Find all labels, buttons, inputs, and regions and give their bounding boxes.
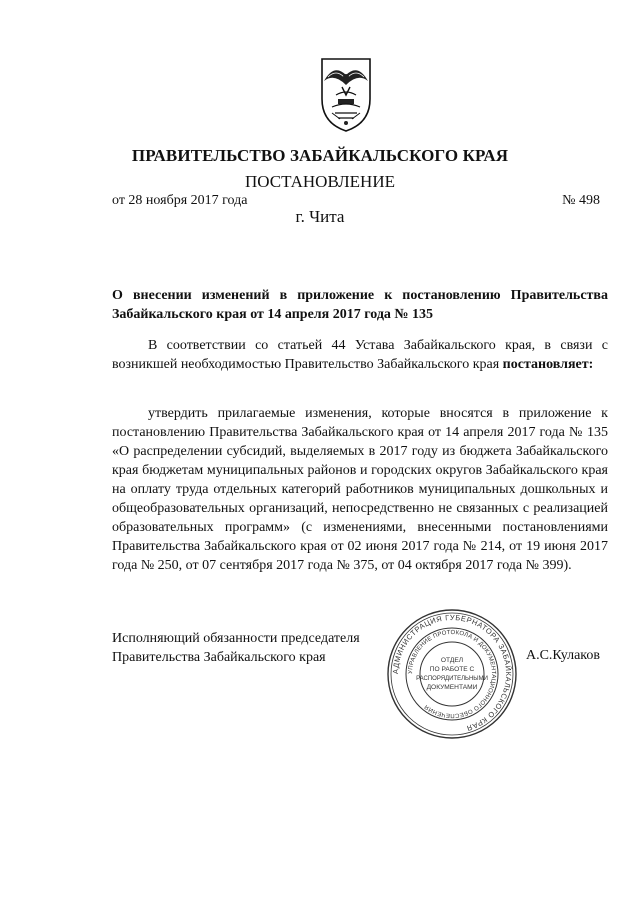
stamp-outer-ring-text: АДМИНИСТРАЦИЯ ГУБЕРНАТОРА ЗАБАЙКАЛЬСКОГО КРАЯ [390, 612, 514, 733]
stamp-center-line-3: РАСПОРЯДИТЕЛЬНЫМИ [416, 676, 488, 682]
decree-keyword: постановляет: [502, 357, 594, 372]
signer-name: А.С.Кулаков [525, 648, 600, 663]
stamp-center-line-2: ПО РАБОТЕ С [429, 666, 475, 673]
stamp-center-line-4: ДОКУМЕНТАМИ [426, 684, 478, 691]
svg-text:УПРАВЛЕНИЕ ПРОТОКОЛА И ДОКУМЕН [408, 630, 496, 718]
signer-title-line-1: Исполняющий обязанности председателя [112, 631, 360, 646]
stamp-center-line-1: ОТДЕЛ [440, 657, 464, 664]
preamble-text: В соответствии со статьей 44 Устава Забайкальского края, в связи с возникшей необходимостью Правительство Забайкальского края [112, 338, 608, 372]
document-subject: О внесении изменений в приложение к постановлению Правительства Забайкальского края от 14 апреля 2017 года № 135 [112, 288, 608, 322]
document-date: от 28 ноября 2017 года [112, 193, 248, 208]
document-number: № 498 [562, 193, 600, 208]
decision-paragraph: утвердить прилагаемые изменения, которые вносятся в приложение к постановлению Правительства Забайкальского края от 14 апреля 2017 года № 135 «О распределении субсидий, выделяемых в 2017 году из бюджета Забайкальского края бюджетам муниципальных районов и городских округов Забайкальского края на оплату труда отдельных категорий работников муниципальных дошкольных и общеобразовательных организаций, непосредственно не связанных с реализацией образовательных программ» (с изменениями, внесенными постановлениями Правительства Забайкальского края от 02 июня 2017 года № 214, от 19 июня 2017 года № 250, от 07 сентября 2017 года № 375, от 04 октября 2017 года № 399). [112, 406, 608, 573]
document-type: ПОСТАНОВЛЕНИЕ [244, 172, 395, 191]
government-title: ПРАВИТЕЛЬСТВО ЗАБАЙКАЛЬСКОГО КРАЯ [131, 146, 509, 165]
official-stamp [384, 606, 520, 742]
signer-title-line-2: Правительства Забайкальского края [112, 650, 326, 665]
preamble-paragraph [112, 336, 608, 374]
signer-title [112, 629, 360, 667]
stamp-inner-ring-text: УПРАВЛЕНИЕ ПРОТОКОЛА И ДОКУМЕНТАЦИОННОГО ОБЕСПЕЧЕНИЯ [407, 629, 497, 719]
document-city: г. Чита [295, 207, 345, 226]
coat-of-arms-icon [318, 55, 374, 133]
